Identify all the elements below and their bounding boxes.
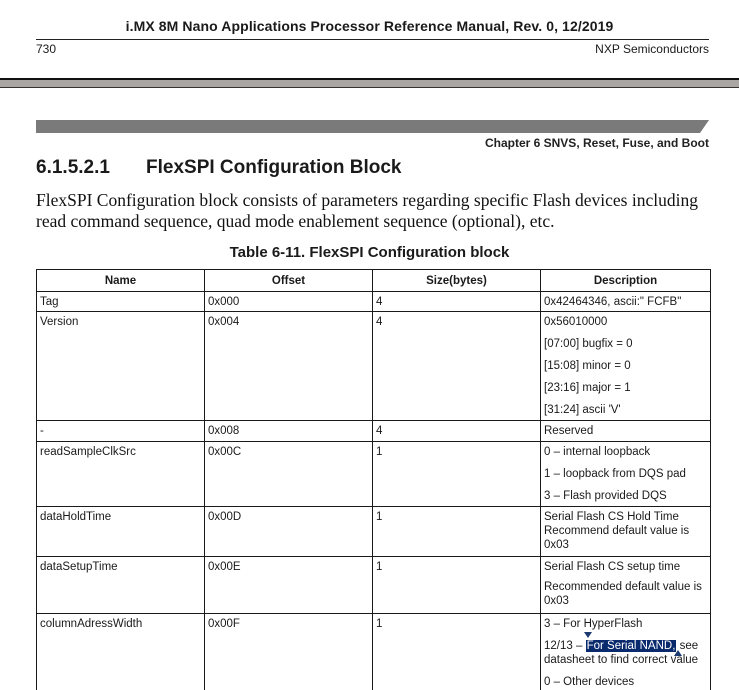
section-number: 6.1.5.2.1 — [36, 157, 110, 178]
cell-offset: 0x000 — [205, 292, 373, 312]
cell-size: 4 — [373, 292, 541, 312]
section-title: FlexSPI Configuration Block — [146, 157, 402, 178]
table-caption: Table 6-11. FlexSPI Configuration block — [229, 244, 510, 261]
cell-offset: 0x008 — [205, 421, 373, 442]
section-heading — [36, 157, 401, 179]
cell-description: 0x56010000 [07:00] bugfix = 0 [15:08] minor = 0 [23:16] major = 1 [31:24] ascii 'V' — [541, 312, 711, 421]
company-name: NXP Semiconductors — [595, 42, 709, 56]
cell-name: dataSetupTime — [37, 557, 205, 614]
cell-name: - — [37, 421, 205, 442]
desc-with-selection[interactable]: 12/13 – For Serial NAND, see datasheet to find correct value — [544, 640, 699, 666]
cell-name: Version — [37, 312, 205, 421]
cell-size: 4 — [373, 312, 541, 421]
cell-offset: 0x00D — [205, 507, 373, 557]
selected-text[interactable]: For Serial NAND, — [586, 640, 676, 652]
running-title: i.MX 8M Nano Applications Processor Reference Manual, Rev. 0, 12/2019 — [125, 18, 614, 34]
cell-offset: 0x00C — [205, 442, 373, 507]
selection-start-handle[interactable] — [584, 632, 592, 638]
table-row — [37, 614, 711, 690]
column-header-size: Size(bytes) — [373, 270, 541, 292]
cell-description: 0 – internal loopback 1 – loopback from DQS pad 3 – Flash provided DQS — [541, 442, 711, 507]
cell-description: 3 – For HyperFlash 12/13 – For Serial NAND, see datasheet to find correct value 0 – Other devices — [541, 614, 711, 690]
cell-offset: 0x004 — [205, 312, 373, 421]
table-row — [37, 312, 711, 421]
table-row — [37, 507, 711, 557]
cell-name: readSampleClkSrc — [37, 442, 205, 507]
page-number: 730 — [36, 42, 57, 56]
flexspi-config-table — [36, 269, 711, 690]
table-header-row — [37, 270, 711, 292]
body-paragraph: FlexSPI Configuration block consists of parameters regarding specific Flash devices including read command sequence, quad mode enablement sequence (optional), etc. — [36, 190, 698, 231]
table-row — [37, 557, 711, 614]
cell-size: 1 — [373, 614, 541, 690]
cell-description: Serial Flash CS Hold Time Recommend default value is 0x03 — [541, 507, 711, 557]
column-header-name: Name — [37, 270, 205, 292]
header-rule — [36, 39, 709, 40]
table-row — [37, 292, 711, 312]
column-header-offset: Offset — [205, 270, 373, 292]
cell-description: Serial Flash CS setup time Recommended default value is 0x03 — [541, 557, 711, 614]
cell-description: 0x42464346, ascii:" FCFB" — [541, 292, 711, 312]
cell-size: 1 — [373, 557, 541, 614]
cell-size: 1 — [373, 507, 541, 557]
cell-size: 1 — [373, 442, 541, 507]
cell-offset: 0x00E — [205, 557, 373, 614]
chapter-banner — [36, 120, 709, 133]
cell-name: columnAdressWidth — [37, 614, 205, 690]
cell-description: Reserved — [541, 421, 711, 442]
cell-name: Tag — [37, 292, 205, 312]
chapter-title: Chapter 6 SNVS, Reset, Fuse, and Boot — [484, 136, 709, 150]
table-row — [37, 421, 711, 442]
page-break-separator — [0, 78, 739, 88]
cell-size: 4 — [373, 421, 541, 442]
selection-end-handle[interactable] — [674, 650, 682, 656]
cell-name: dataHoldTime — [37, 507, 205, 557]
column-header-description: Description — [541, 270, 711, 292]
cell-offset: 0x00F — [205, 614, 373, 690]
table-row — [37, 442, 711, 507]
